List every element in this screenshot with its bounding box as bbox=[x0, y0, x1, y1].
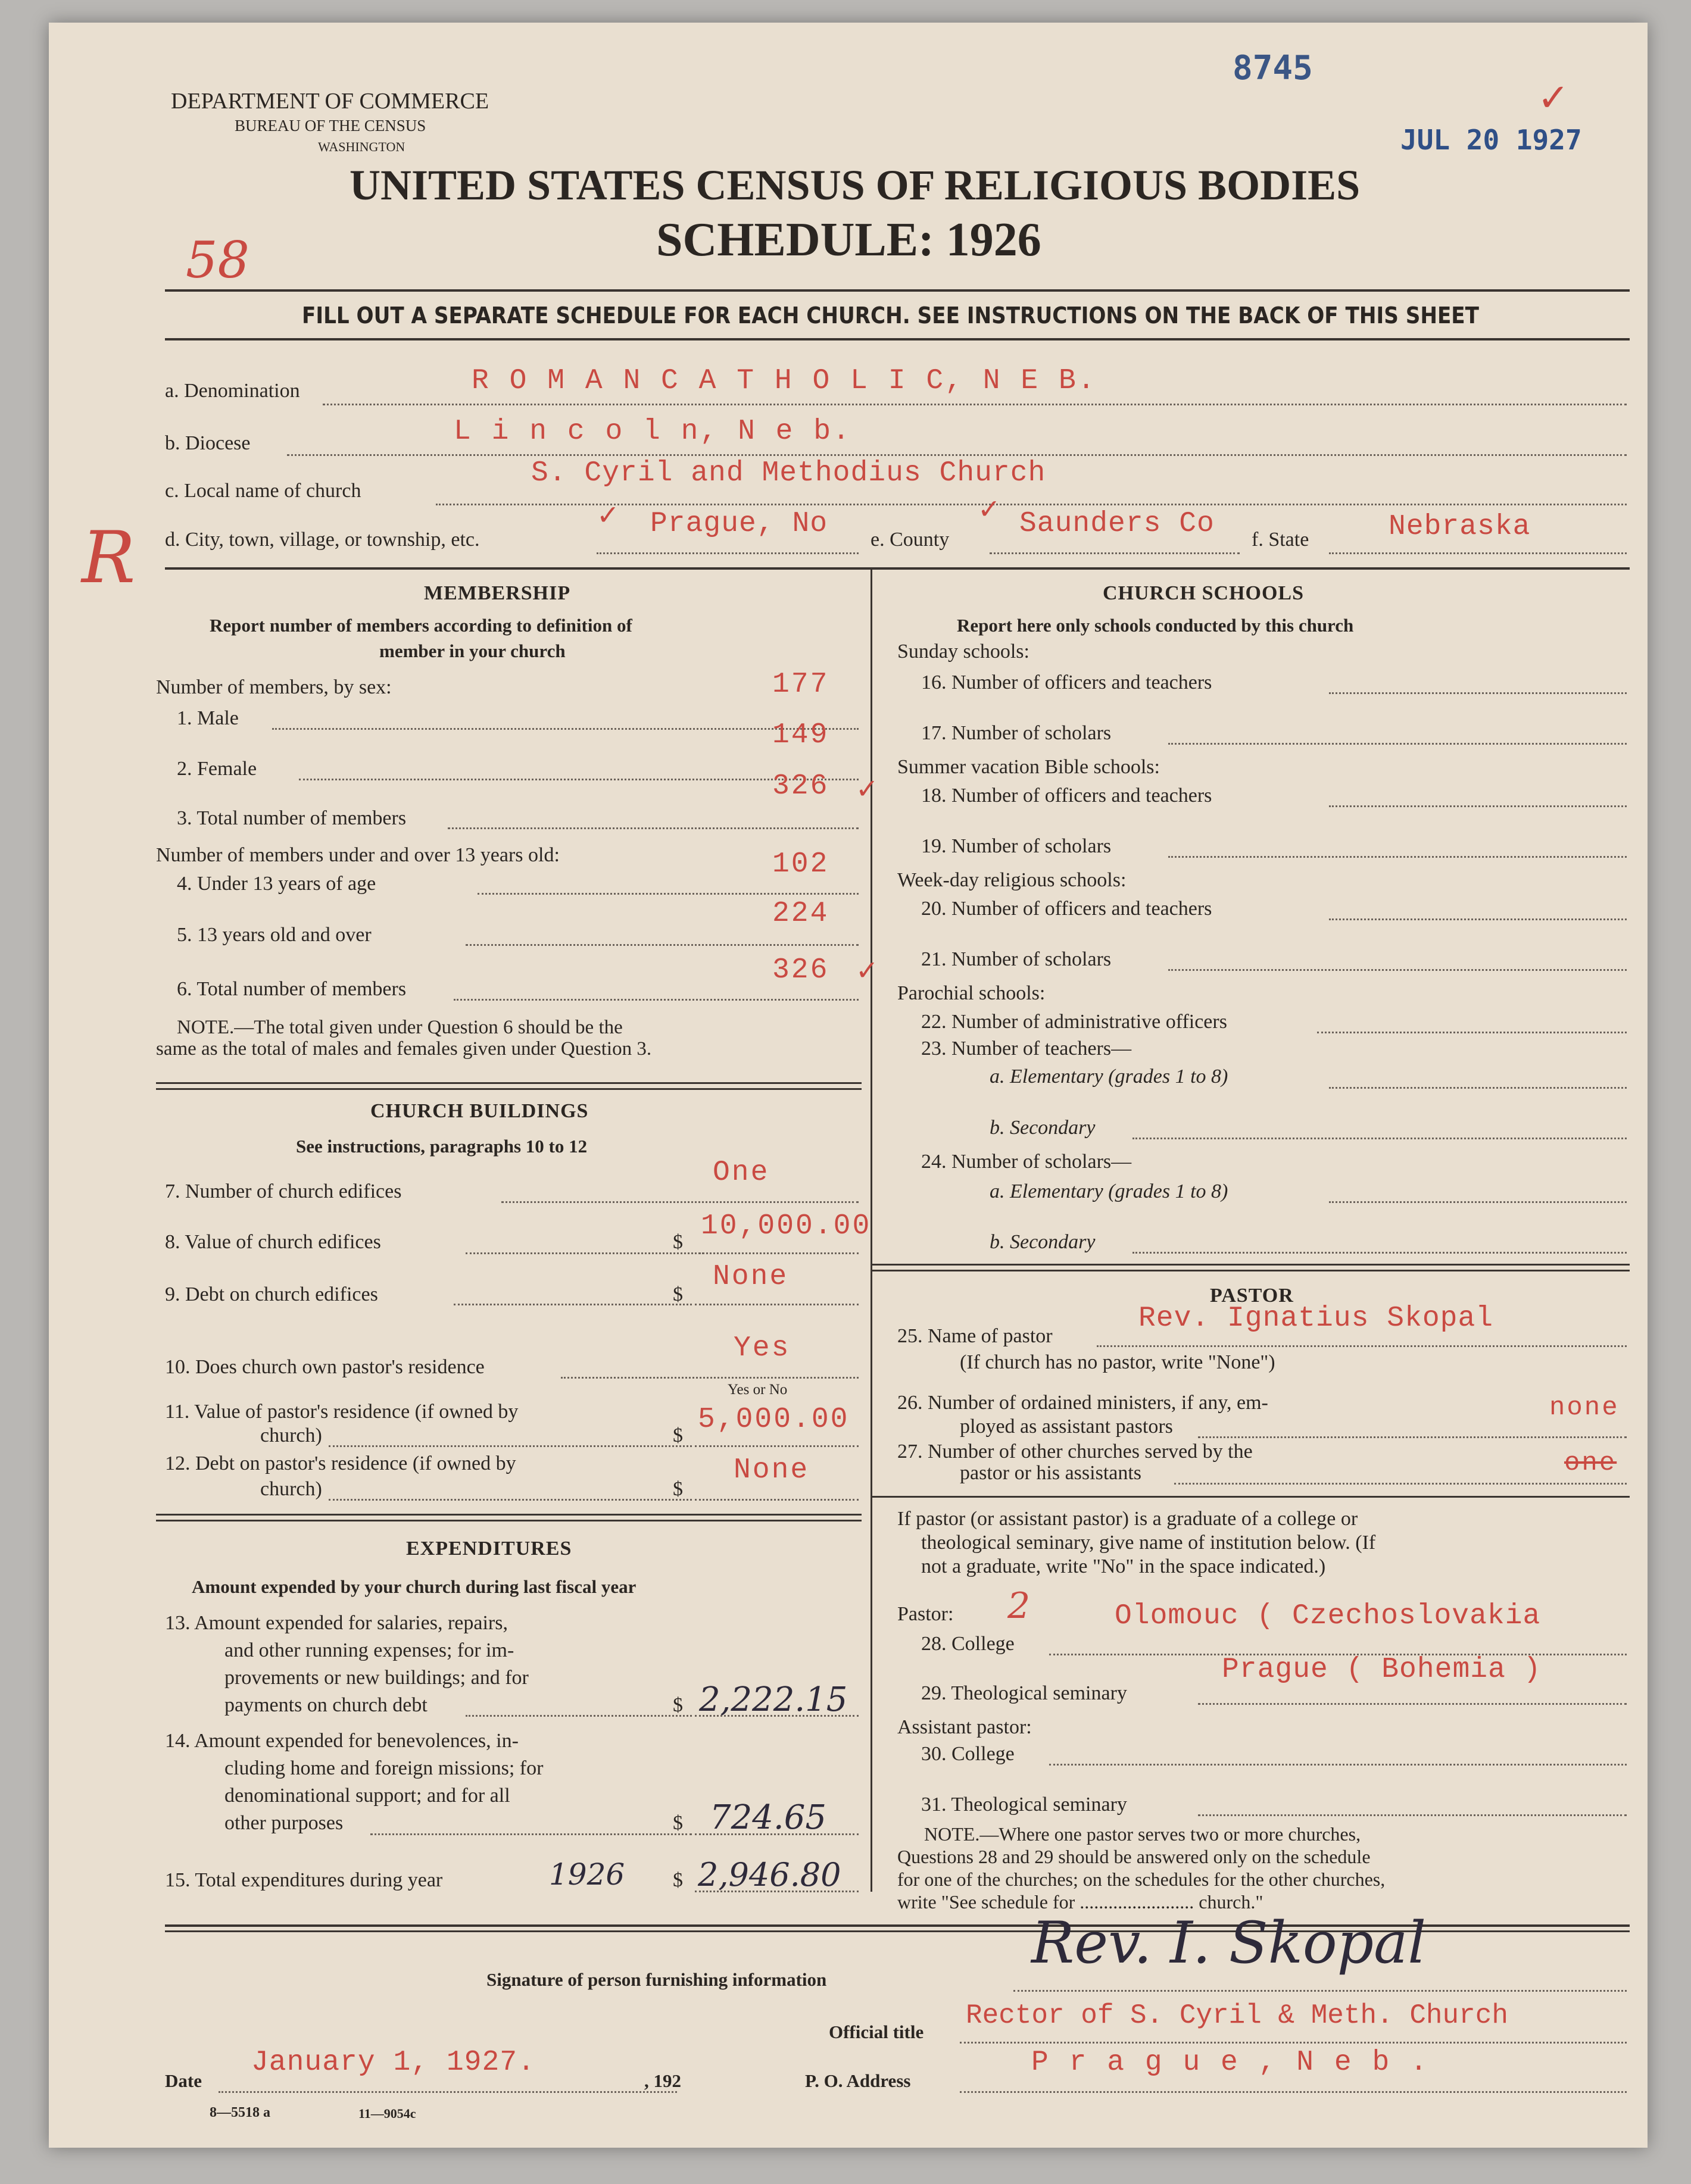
city-value[interactable]: Prague, No bbox=[650, 508, 828, 540]
schedule-year-title: SCHEDULE: 1926 bbox=[656, 214, 1041, 266]
edifices-label: 7. Number of church edifices bbox=[165, 1180, 402, 1202]
edifice-value-amount[interactable]: 10,000.00 bbox=[701, 1210, 872, 1242]
department-name: DEPARTMENT OF COMMERCE bbox=[171, 89, 489, 114]
q19-label: 19. Number of scholars bbox=[921, 835, 1112, 857]
census-schedule-sheet: 8745 JUL 20 1927 ✓ 58 R DEPARTMENT OF COMMERCE BUREAU OF THE CENSUS WASHINGTON UNITED STATES CENSUS OF RELIGIOUS BODIES SCHEDULE: 1926 FILL OUT A SEPARATE SCHEDULE FOR EACH CHURCH. SEE INSTRUCTIONS ON THE BACK OF THIS SHEET a. Denomination R O M A N C A T H O L I C, N E B. b. Diocese L i n c o l n, N e b. c. Local name of church S. Cyril and Methodius Church d. City, town, village, or township, etc. Prague, No ✓ e. County Saunders Co ✓ f. State Nebraska MEMBERSHIP Report number of members according to definition of member in your church Number of members, by sex: 1. Male 177 2. Female 149 3. Total number of members 326 ✓ Number of members under and over 13 years old: 4. Under 13 years of age 102 5. 13 years old and over 224 6. Total number of members 326 ✓ NOTE.—The total given under Question 6 should be the same as the total of males and females given under Question 3. CHURCH BUILDINGS See instructions, paragraphs 10 to 12 7. Number of church edifices One 8. Value of church edifices $ 10,000.00 9. Debt on church edifices $ None 10. Does church own pastor's residence Yes Yes or No 11. Value of pastor's residence (if owned by church) $ 5,000.00 12. Debt on pastor's residence (if owned by church) $ None EXPENDITURES Amount expended by your church during last fiscal year 13. Amount expended for salaries, repairs, and other running expenses; for im- provements or new buildings; and for payments on church debt $ 2,222.15 14. Amount expended for benevolences, in- cluding home and foreign missions; for denominational support; and for all other purposes $ 724.65 15. Total expenditures during year 1926 $ 2,946.80 CHURCH SCHOOLS Report here only schools conducted by this church Sunday schools: 16. Number of officers and teachers 17. Number of scholars Summer vacation Bible schools: 18. Number of officers and teachers 19. Number of scholars Week-day religious schools: 20. Number of officers and teachers 21. Number of scholars Parochial schools: 22. Number of administrative officers 23. Number of teachers— a. Elementary (grades 1 to 8) b. Secondary 24. Number of scholars— a. Elementary (grades 1 to 8) b. Secondary PASTOR 25. Name of pastor Rev. Ignatius Skopal (If church has no pastor, write "None") 26. Number of ordained ministers, if any, em- ployed as assistant pastors none 27. Number of other churches served by the pastor or his assistants one If pastor (or assistant pastor) is a graduate of a college or theological seminary, give name of institution below. (If not a graduate, write "No" in the space indicated.) Pastor: 2 28. College Olomouc ( Czechoslovakia 29. Theological seminary Prague ( Bohemia ) Assistant pastor: 30. College 31. Theological seminary NOTE.—Where one pastor serves two or more churches, Questions 28 and 29 should be answered only on the schedule for one of the churches; on the schedules for the other churches, write "See schedule for ........................ church." Signature of person furnishing information Rev. I. Skopal Official title Rector of S. Cyril & Meth. Church Date January 1, 1927. , 192 P. O. Address P r a g u e , N e b . 8—5518 a 11—9054c bbox=[49, 23, 1648, 2148]
bureau-name: BUREAU OF THE CENSUS bbox=[235, 117, 426, 135]
q16-label: 16. Number of officers and teachers bbox=[921, 671, 1212, 693]
membership-heading: MEMBERSHIP bbox=[424, 582, 571, 604]
assistant-education-label: Assistant pastor: bbox=[897, 1716, 1032, 1738]
state-value[interactable]: Nebraska bbox=[1389, 511, 1531, 543]
graduate-instructions: If pastor (or assistant pastor) is a graduate of a college or bbox=[897, 1508, 1358, 1530]
pastor-note: NOTE.—Where one pastor serves two or more churches, bbox=[924, 1823, 1361, 1845]
female-label: 2. Female bbox=[177, 758, 257, 780]
under-13-label: 4. Under 13 years of age bbox=[177, 873, 376, 895]
pastor-heading: PASTOR bbox=[1210, 1285, 1294, 1307]
seminary-value[interactable]: Prague ( Bohemia ) bbox=[1222, 1654, 1542, 1686]
assistant-seminary-label: 31. Theological seminary bbox=[921, 1794, 1127, 1816]
denomination-value[interactable]: R O M A N C A T H O L I C, N E B. bbox=[472, 365, 1097, 397]
check-mark: ✓ bbox=[1537, 76, 1570, 120]
under-13-value[interactable]: 102 bbox=[772, 848, 829, 880]
residence-debt-label: 12. Debt on pastor's residence (if owned by bbox=[165, 1452, 516, 1474]
residence-value-label: 11. Value of pastor's residence (if owned by bbox=[165, 1401, 519, 1423]
pastor-mark: 2 bbox=[1007, 1585, 1031, 1627]
schedule-number-stamp: 8745 bbox=[1233, 49, 1313, 88]
membership-intro-2: member in your church bbox=[379, 640, 566, 661]
diocese-label: b. Diocese bbox=[165, 432, 251, 454]
fiscal-year-value[interactable]: 1926 bbox=[549, 1857, 625, 1892]
pastor-name-label: 25. Name of pastor bbox=[897, 1325, 1053, 1347]
by-age-label: Number of members under and over 13 years old: bbox=[156, 844, 560, 866]
membership-note-2: same as the total of males and females given under Question 3. bbox=[156, 1038, 652, 1060]
assistant-college-label: 30. College bbox=[921, 1743, 1015, 1765]
q23-label: 23. Number of teachers— bbox=[921, 1038, 1132, 1060]
edifice-debt-label: 9. Debt on church edifices bbox=[165, 1283, 378, 1305]
header-rule-top bbox=[165, 289, 1630, 292]
male-value[interactable]: 177 bbox=[772, 668, 829, 701]
edifice-value-label: 8. Value of church edifices bbox=[165, 1231, 381, 1253]
seminary-label: 29. Theological seminary bbox=[921, 1682, 1127, 1704]
pastor-name-value[interactable]: Rev. Ignatius Skopal bbox=[1138, 1302, 1494, 1335]
weekday-schools-label: Week-day religious schools: bbox=[897, 869, 1127, 891]
owns-residence-value[interactable]: Yes bbox=[734, 1332, 791, 1364]
city-label: d. City, town, village, or township, etc. bbox=[165, 529, 480, 551]
edifices-value[interactable]: One bbox=[713, 1157, 770, 1189]
q23a-label: a. Elementary (grades 1 to 8) bbox=[990, 1066, 1228, 1088]
q18-label: 18. Number of officers and teachers bbox=[921, 785, 1212, 807]
q24b-label: b. Secondary bbox=[990, 1231, 1096, 1253]
signature-label: Signature of person furnishing information bbox=[486, 1969, 827, 1990]
parochial-schools-label: Parochial schools: bbox=[897, 982, 1046, 1004]
margin-mark: R bbox=[82, 517, 136, 599]
schools-heading: CHURCH SCHOOLS bbox=[1103, 582, 1304, 604]
female-value[interactable]: 149 bbox=[772, 719, 829, 751]
q24a-label: a. Elementary (grades 1 to 8) bbox=[990, 1180, 1228, 1202]
local-name-label: c. Local name of church bbox=[165, 480, 361, 502]
schools-subheading: Report here only schools conducted by this church bbox=[957, 615, 1354, 636]
form-title: UNITED STATES CENSUS OF RELIGIOUS BODIES bbox=[350, 161, 1361, 209]
q21-label: 21. Number of scholars bbox=[921, 948, 1112, 970]
owns-residence-label: 10. Does church own pastor's residence bbox=[165, 1356, 485, 1378]
total-members-value[interactable]: 326 bbox=[772, 770, 829, 802]
operating-expenses-value[interactable]: 2,222.15 bbox=[699, 1680, 848, 1719]
diocese-value[interactable]: L i n c o l n, N e b. bbox=[454, 415, 851, 448]
state-label: f. State bbox=[1252, 529, 1309, 551]
total-members-age-label: 6. Total number of members bbox=[177, 978, 407, 1000]
assistant-pastors-value[interactable]: none bbox=[1549, 1393, 1620, 1423]
signature[interactable]: Rev. I. Skopal bbox=[1031, 1910, 1427, 1976]
separate-schedule-instruction: FILL OUT A SEPARATE SCHEDULE FOR EACH CHURCH. SEE INSTRUCTIONS ON THE BACK OF THIS SHEET bbox=[302, 302, 1479, 329]
po-address-value[interactable]: P r a g u e , N e b . bbox=[1031, 2046, 1429, 2079]
received-date-stamp: JUL 20 1927 bbox=[1400, 124, 1582, 156]
official-title-value[interactable]: Rector of S. Cyril & Meth. Church bbox=[966, 2000, 1508, 2031]
edifice-debt-value[interactable]: None bbox=[713, 1261, 789, 1293]
county-value[interactable]: Saunders Co bbox=[1019, 508, 1215, 540]
total-expenditures-label: 15. Total expenditures during year bbox=[165, 1869, 443, 1891]
local-name-value[interactable]: S. Cyril and Methodius Church bbox=[531, 457, 1046, 489]
buildings-heading: CHURCH BUILDINGS bbox=[370, 1100, 589, 1122]
other-churches-value[interactable]: one bbox=[1564, 1448, 1617, 1478]
yes-no-hint: Yes or No bbox=[728, 1382, 788, 1398]
benevolences-value[interactable]: 724.65 bbox=[710, 1798, 826, 1837]
po-address-label: P. O. Address bbox=[805, 2070, 911, 2091]
membership-note: NOTE.—The total given under Question 6 should be the bbox=[177, 1017, 623, 1038]
college-value[interactable]: Olomouc ( Czechoslovakia bbox=[1115, 1600, 1541, 1632]
date-value[interactable]: January 1, 1927. bbox=[251, 2046, 535, 2079]
print-number: 11—9054c bbox=[358, 2106, 416, 2121]
header-rule-bottom bbox=[165, 338, 1630, 340]
over-13-label: 5. 13 years old and over bbox=[177, 924, 372, 946]
denomination-label: a. Denomination bbox=[165, 380, 300, 402]
other-churches-label: 27. Number of other churches served by the bbox=[897, 1441, 1253, 1463]
county-label: e. County bbox=[871, 529, 950, 551]
expenditures-heading: EXPENDITURES bbox=[406, 1538, 572, 1560]
summer-schools-label: Summer vacation Bible schools: bbox=[897, 756, 1160, 778]
q17-label: 17. Number of scholars bbox=[921, 722, 1112, 744]
official-title-label: Official title bbox=[829, 2021, 924, 2042]
sunday-schools-label: Sunday schools: bbox=[897, 640, 1029, 663]
residence-value-amount[interactable]: 5,000.00 bbox=[698, 1404, 850, 1436]
college-label: 28. College bbox=[921, 1633, 1015, 1655]
operating-expenses-label: 13. Amount expended for salaries, repairs, bbox=[165, 1612, 508, 1634]
case-number-mark: 58 bbox=[186, 231, 249, 289]
total-members-age-value[interactable]: 326 bbox=[772, 954, 829, 986]
male-label: 1. Male bbox=[177, 707, 239, 729]
buildings-subheading: See instructions, paragraphs 10 to 12 bbox=[296, 1136, 588, 1157]
pastor-name-hint: (If church has no pastor, write "None") bbox=[960, 1351, 1275, 1373]
q20-label: 20. Number of officers and teachers bbox=[921, 898, 1212, 920]
by-sex-label: Number of members, by sex: bbox=[156, 676, 392, 698]
benevolences-label: 14. Amount expended for benevolences, in- bbox=[165, 1730, 519, 1752]
assistant-pastors-label: 26. Number of ordained ministers, if any, em- bbox=[897, 1392, 1268, 1414]
residence-debt-value[interactable]: None bbox=[734, 1454, 810, 1486]
form-number: 8—5518 a bbox=[210, 2105, 270, 2120]
q24-label: 24. Number of scholars— bbox=[921, 1151, 1132, 1173]
over-13-value[interactable]: 224 bbox=[772, 898, 829, 930]
total-members-label: 3. Total number of members bbox=[177, 807, 407, 829]
q22-label: 22. Number of administrative officers bbox=[921, 1011, 1227, 1033]
total-expenditures-value[interactable]: 2,946.80 bbox=[698, 1856, 841, 1894]
date-label: Date bbox=[165, 2070, 202, 2091]
pastor-education-label: Pastor: bbox=[897, 1603, 954, 1625]
q23b-label: b. Secondary bbox=[990, 1117, 1096, 1139]
bureau-city: WASHINGTON bbox=[318, 139, 405, 154]
membership-intro: Report number of members according to definition of bbox=[210, 615, 632, 636]
expenditures-subheading: Amount expended by your church during last fiscal year bbox=[192, 1576, 637, 1597]
